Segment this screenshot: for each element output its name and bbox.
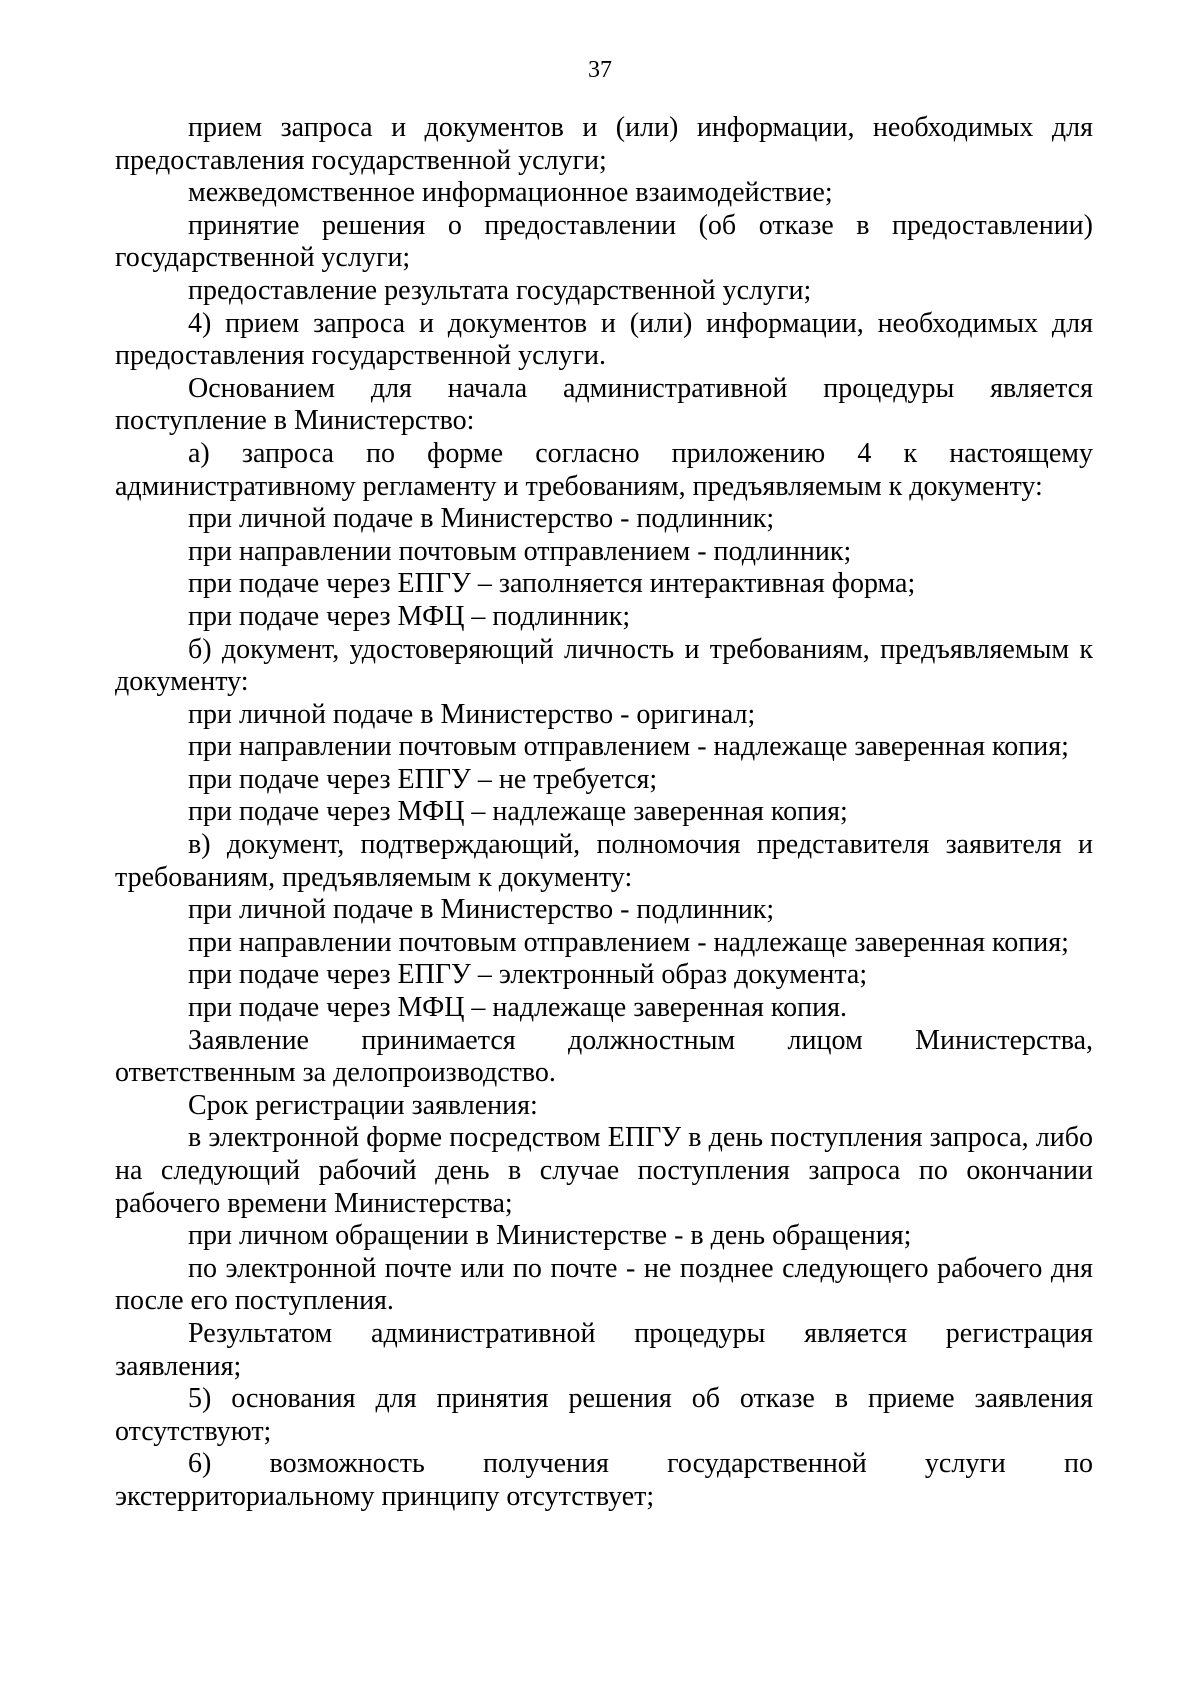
paragraph: 4) прием запроса и документов и (или) информации, необходимых для предоставления государственной услуги. [115,307,1093,372]
paragraph: при личной подаче в Министерство - подлинник; [188,894,775,926]
paragraph: при личной подаче в Министерство - подлинник; [188,503,775,535]
paragraph: при личном обращении в Министерстве - в день обращения; [188,1220,912,1252]
paragraph: Заявление принимается должностным лицом Министерства, ответственным за делопроизводство. [115,1024,1093,1089]
paragraph: при подаче через ЕПГУ – заполняется интерактивная форма; [188,568,916,600]
paragraph: в) документ, подтверждающий, полномочия представителя заявителя и требованиям, предъявляемым к документу: [115,829,1093,893]
paragraph: Основанием для начала административной процедуры является поступление в Министерство: [115,372,1093,437]
document-body [115,112,1093,1514]
paragraph: Результатом административной процедуры является регистрация заявления; [115,1317,1093,1382]
paragraph: по электронной почте или по почте - не позднее следующего рабочего дня после его поступления. [115,1252,1093,1317]
paragraph: а) запроса по форме согласно приложению 4 к настоящему административному регламенту и требованиям, предъявляемым к документу: [115,437,1093,502]
paragraph: принятие решения о предоставлении (об отказе в предоставлении) государственной услуги; [115,209,1093,274]
paragraph: при направлении почтовым отправлением - надлежаще заверенная копия; [188,926,1069,958]
paragraph: при подаче через МФЦ – подлинник; [188,600,631,632]
paragraph: прием запроса и документов и (или) информации, необходимых для предоставления государственной услуги; [115,112,1093,176]
paragraph: Срок регистрации заявления: [188,1089,538,1121]
paragraph: 5) основания для принятия решения об отказе в приеме заявления отсутствуют; [115,1383,1093,1447]
paragraph: при подаче через ЕПГУ – не требуется; [188,763,658,795]
paragraph: при личной подаче в Министерство - оригинал; [188,698,756,730]
page-number: 37 [588,57,612,83]
paragraph: 6) возможность получения государственной услуги по экстерриториальному принципу отсутствует; [115,1448,1093,1512]
paragraph: при подаче через МФЦ – надлежаще заверенная копия; [188,796,848,828]
paragraph: при направлении почтовым отправлением - надлежаще заверенная копия; [188,731,1069,763]
paragraph: межведомственное информационное взаимодействие; [188,177,833,209]
paragraph: при подаче через МФЦ – надлежаще заверенная копия. [188,992,847,1024]
paragraph: б) документ, удостоверяющий личность и требованиям, предъявляемым к документу: [115,633,1093,698]
paragraph: в электронной форме посредством ЕПГУ в день поступления запроса, либо на следующий рабочий день в случае поступления запроса по окончании рабочего времени Министерства; [115,1122,1093,1219]
paragraph: при направлении почтовым отправлением - подлинник; [188,535,852,567]
paragraph: при подаче через ЕПГУ – электронный образ документа; [188,959,868,991]
paragraph: предоставление результата государственной услуги; [188,274,812,306]
